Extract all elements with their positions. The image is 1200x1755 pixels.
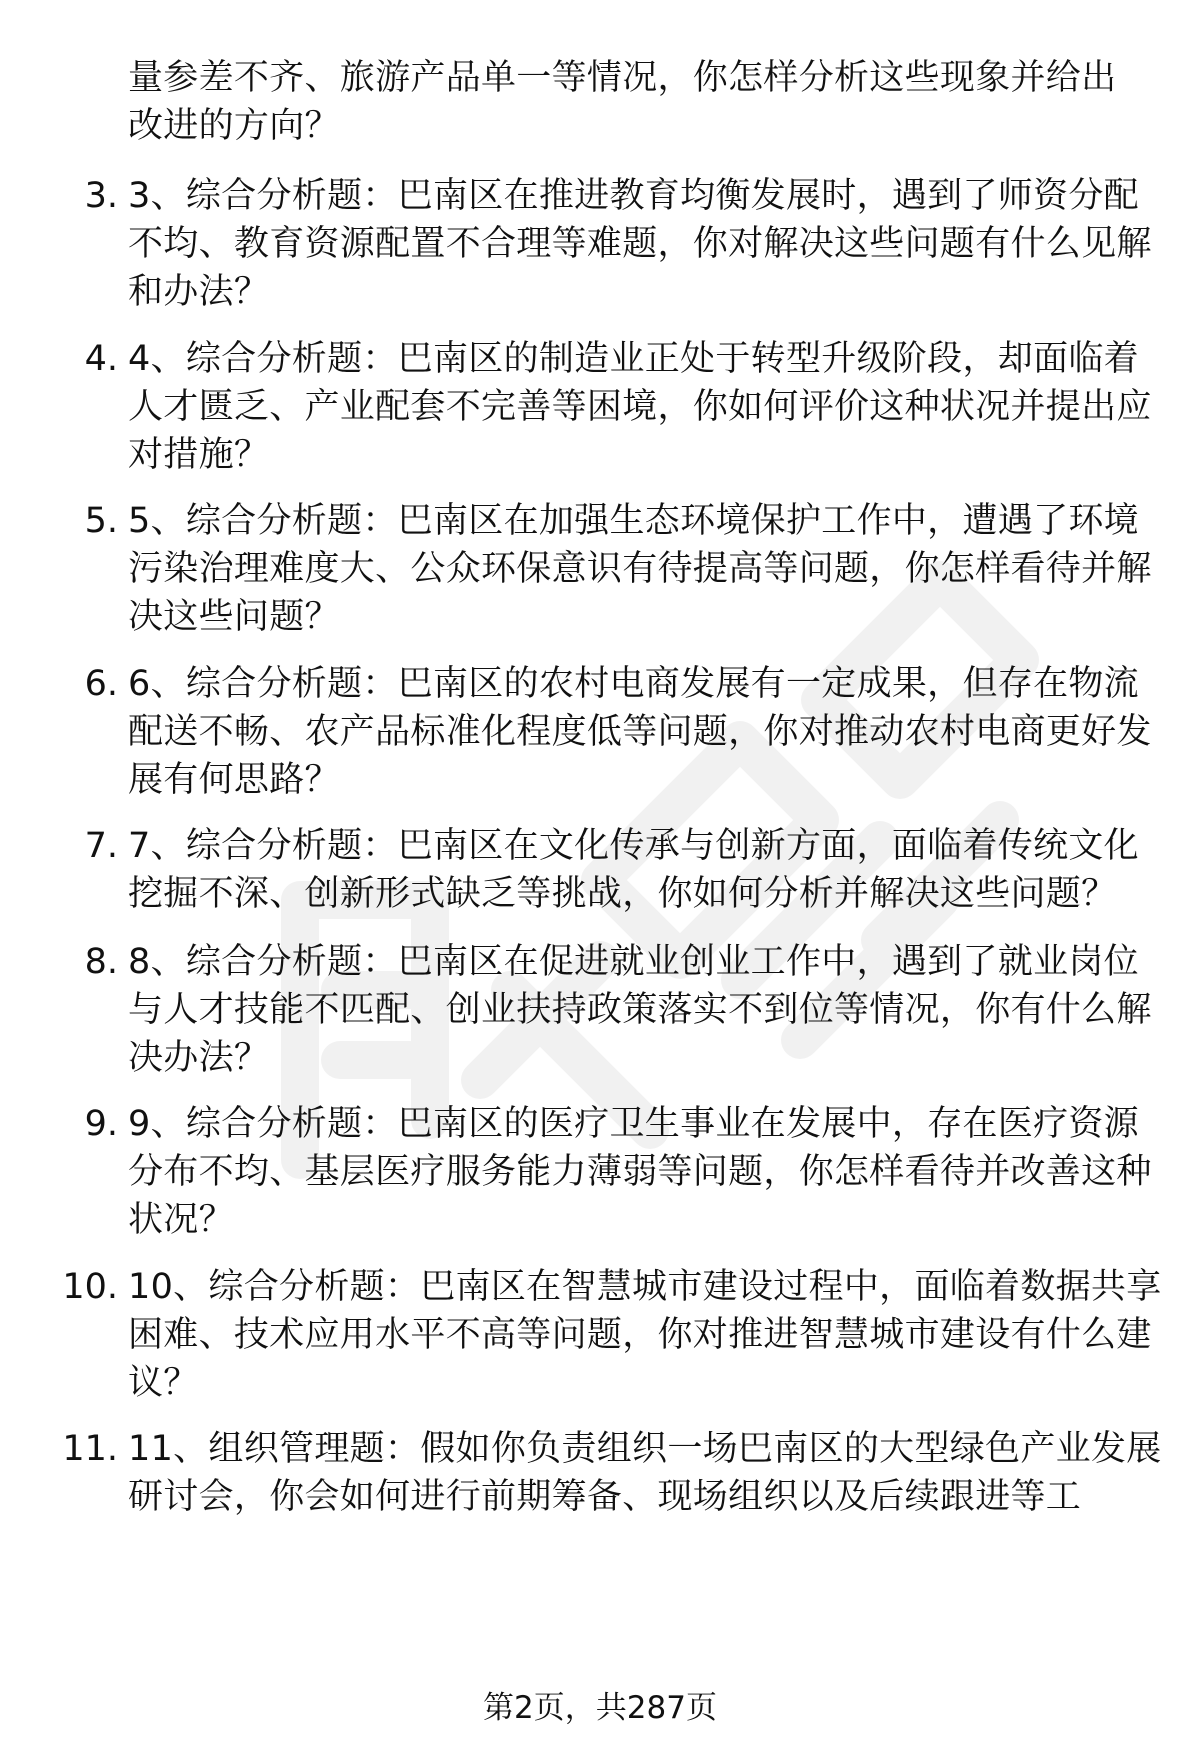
list-item-number: 4. <box>84 339 118 379</box>
list-item-text: 10、综合分析题：巴南区在智慧城市建设过程中，面临着数据共享困难、技术应用水平不高等问题，你对推进智慧城市建设有什么建议？ <box>128 1267 1162 1403</box>
list-item-number: 5. <box>84 501 118 541</box>
list-item-number: 6. <box>84 664 118 704</box>
list-item-number: 10. <box>62 1267 118 1307</box>
continuation-line: 量参差不齐、旅游产品单一等情况，你怎样分析这些现象并给出 <box>128 58 1117 98</box>
list-item-text: 3、综合分析题：巴南区在推进教育均衡发展时，遇到了师资分配不均、教育资源配置不合理等难题，你对解决这些问题有什么见解和办法？ <box>128 176 1152 312</box>
list-item-number: 11. <box>62 1429 118 1469</box>
list-item-text: 4、综合分析题：巴南区的制造业正处于转型升级阶段，却面临着人才匮乏、产业配套不完善等困境，你如何评价这种状况并提出应对措施？ <box>128 339 1152 475</box>
list-item-text: 7、综合分析题：巴南区在文化传承与创新方面，面临着传统文化挖掘不深、创新形式缺乏等挑战，你如何分析并解决这些问题？ <box>128 826 1139 914</box>
list-item-text: 6、综合分析题：巴南区的农村电商发展有一定成果，但存在物流配送不畅、农产品标准化程度低等问题，你对推动农村电商更好发展有何思路？ <box>128 664 1152 800</box>
list-item-text: 11、组织管理题：假如你负责组织一场巴南区的大型绿色产业发展研讨会，你会如何进行前期筹备、现场组织以及后续跟进等工 <box>128 1429 1162 1517</box>
list-item-number: 9. <box>84 1104 118 1144</box>
list-item-text: 5、综合分析题：巴南区在加强生态环境保护工作中，遭遇了环境污染治理难度大、公众环保意识有待提高等问题，你怎样看待并解决这些问题？ <box>128 501 1152 637</box>
list-item-text: 9、综合分析题：巴南区的医疗卫生事业在发展中，存在医疗资源分布不均、基层医疗服务能力薄弱等问题，你怎样看待并改善这种状况？ <box>128 1104 1152 1240</box>
list-item-number: 8. <box>84 942 118 982</box>
continuation-line: 改进的方向？ <box>128 106 340 146</box>
list-item-number: 3. <box>84 176 118 216</box>
list-item-text: 8、综合分析题：巴南区在促进就业创业工作中，遇到了就业岗位与人才技能不匹配、创业扶持政策落实不到位等情况，你有什么解决办法？ <box>128 942 1152 1078</box>
page-footer: 第2页，共287页 <box>483 1690 717 1726</box>
list-item-number: 7. <box>84 826 118 866</box>
